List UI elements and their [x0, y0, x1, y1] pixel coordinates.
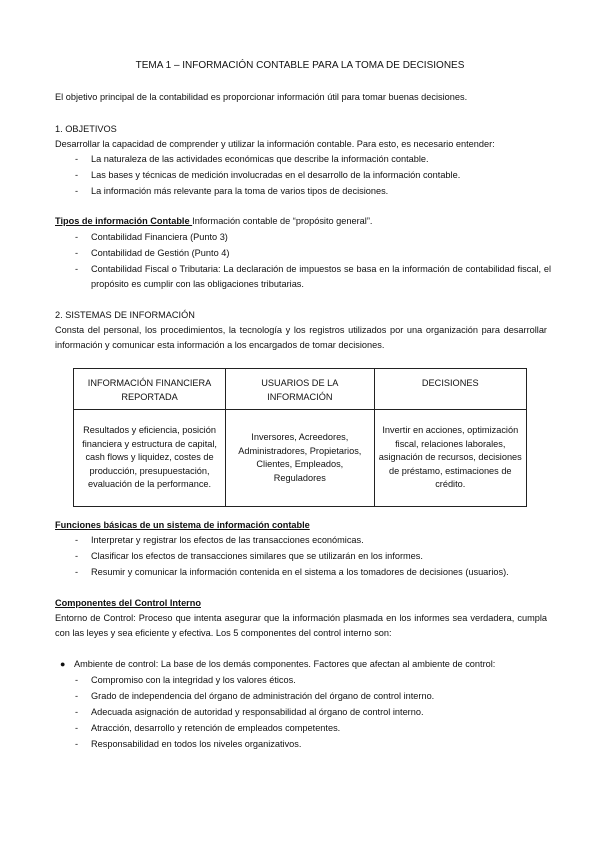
dash-marker: -: [75, 551, 79, 561]
page-title: TEMA 1 – INFORMACIÓN CONTABLE PARA LA TOMA DE DECISIONES: [135, 60, 465, 71]
objetivos-item: La naturaleza de las actividades económicas que describe la información contable.: [91, 154, 429, 164]
dash-marker: -: [75, 535, 79, 545]
tipos-lead: Información contable de “propósito general”.: [192, 216, 373, 226]
tipos-item: Contabilidad Financiera (Punto 3): [91, 232, 228, 242]
funciones-item: Clasificar los efectos de transacciones similares que se utilizarán en los informes.: [91, 551, 423, 561]
sistemas-lead: Consta del personal, los procedimientos, la tecnología y los registros utilizados por una organización para desarrollar información y comunicar esta información a los encargados de tomar decisiones.: [55, 325, 547, 350]
table-cell: Invertir en acciones, optimización fiscal, relaciones laborales, asignación de recursos, decisiones de préstamo, estimaciones de crédito.: [374, 410, 526, 507]
funciones-heading: Funciones básicas de un sistema de información contable: [55, 520, 310, 530]
funciones-item: Resumir y comunicar la información contenida en el sistema a los tomadores de decisiones (usuarios).: [91, 567, 509, 577]
dash-marker: -: [75, 170, 79, 180]
table-header: DECISIONES: [374, 369, 526, 410]
table-header: USUARIOS DE LA INFORMACIÓN: [226, 369, 374, 410]
dash-marker: -: [75, 248, 79, 258]
intro-text: El objetivo principal de la contabilidad es proporcionar información útil para tomar buenas decisiones.: [55, 92, 468, 102]
tipos-item: Contabilidad Fiscal o Tributaria: La declaración de impuestos se basa en la información de contabilidad fiscal, el propósito es cumplir con las obligaciones tributarias.: [91, 264, 551, 289]
objetivos-item: Las bases y técnicas de medición involucradas en el desarrollo de la información contable.: [91, 170, 461, 180]
dash-marker: -: [75, 567, 79, 577]
table-cell: Resultados y eficiencia, posición financiera y estructura de capital, cash flows y liquidez, costes de producción, presupuestación, evaluación de la performance.: [74, 410, 226, 507]
info-table: [73, 368, 527, 507]
bullet-marker: ●: [60, 659, 66, 669]
dash-marker: -: [75, 707, 79, 717]
componentes-heading: Componentes del Control Interno: [55, 598, 201, 608]
objetivos-item: La información más relevante para la toma de varios tipos de decisiones.: [91, 186, 389, 196]
table-cell: Inversores, Acreedores, Administradores, Propietarios, Clientes, Empleados, Reguladores: [226, 410, 374, 507]
componentes-item: Atracción, desarrollo y retención de empleados competentes.: [91, 723, 341, 733]
funciones-item: Interpretar y registrar los efectos de las transacciones económicas.: [91, 535, 364, 545]
componentes-item: Grado de independencia del órgano de administración del órgano de control interno.: [91, 691, 435, 701]
dash-marker: -: [75, 723, 79, 733]
componentes-bullet: Ambiente de control: La base de los demás componentes. Factores que afectan al ambiente de control:: [74, 659, 496, 669]
dash-marker: -: [75, 739, 79, 749]
dash-marker: -: [75, 675, 79, 685]
componentes-lead: Entorno de Control: Proceso que intenta asegurar que la información plasmada en los informes sea verdadera, cumpla con las leyes y sea eficiente y efectiva. Los 5 componentes del control interno son:: [55, 613, 547, 638]
dash-marker: -: [75, 232, 79, 242]
dash-marker: -: [75, 691, 79, 701]
dash-marker: -: [75, 186, 79, 196]
tipos-item: Contabilidad de Gestión (Punto 4): [91, 248, 230, 258]
dash-marker: -: [75, 264, 79, 274]
objetivos-lead: Desarrollar la capacidad de comprender y utilizar la información contable. Para esto, es necesario entender:: [55, 139, 495, 149]
sistemas-heading: 2. SISTEMAS DE INFORMACIÓN: [55, 310, 195, 320]
table-header: INFORMACIÓN FINANCIERA REPORTADA: [74, 369, 226, 410]
componentes-item: Adecuada asignación de autoridad y responsabilidad al órgano de control interno.: [91, 707, 424, 717]
tipos-paragraph: [55, 214, 547, 229]
componentes-item: Compromiso con la integridad y los valores éticos.: [91, 675, 296, 685]
dash-marker: -: [75, 154, 79, 164]
componentes-item: Responsabilidad en todos los niveles organizativos.: [91, 739, 302, 749]
objetivos-heading: 1. OBJETIVOS: [55, 124, 117, 134]
tipos-heading: Tipos de información Contable: [55, 216, 193, 226]
